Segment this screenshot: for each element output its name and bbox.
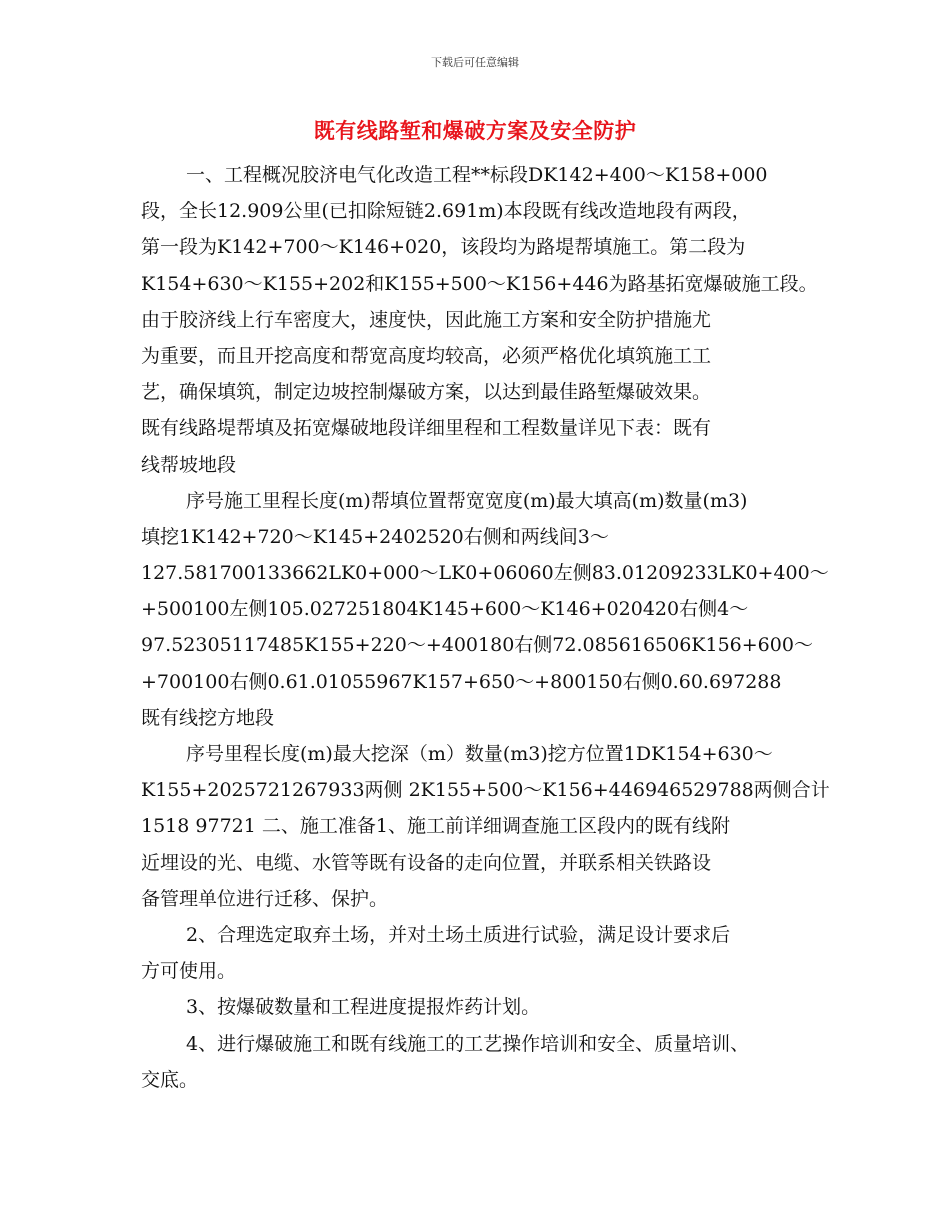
table-data-line: +500100左侧105.027251804K145+600～K146+020420右侧4～ [141,598,749,621]
paragraph-line: 3、按爆破数量和工程进度提报炸药计划。 [186,996,541,1019]
table-data-line: 127.581700133662LK0+000～LK0+06060左侧83.01209233LK0+400～ [141,562,829,585]
paragraph-line: 艺，确保填筑，制定边坡控制爆破方案，以达到最佳路堑爆破效果。 [141,381,712,404]
paragraph-line: 方可使用。 [141,960,237,983]
paragraph-line: 既有线路堤帮填及拓宽爆破地段详细里程和工程数量详见下表：既有 [141,417,712,440]
page-header-note: 下载后可任意编辑 [431,56,519,69]
table-data-line: 填挖1K142+720～K145+2402520右侧和两线间3～ [141,525,609,548]
table-header-line: 序号里程长度(m)最大挖深（m）数量(m3)挖方位置1DK154+630～ [186,743,773,765]
paragraph-line: 一、工程概况胶济电气化改造工程**标段DK142+400～K158+000 [186,164,768,186]
paragraph-line: 为重要，而且开挖高度和帮宽高度均较高，必须严格优化填筑施工工 [141,344,712,367]
table-data-line: K155+2025721267933两侧 2K155+500～K156+446946529788两侧合计 [141,779,830,802]
table-data-line: +700100右侧0.61.01055967K157+650～+800150右侧0.60.697288 [141,670,782,693]
document-title: 既有线路堑和爆破方案及安全防护 [313,119,637,143]
paragraph-line: K154+630～K155+202和K155+500～K156+446为路基拓宽爆破施工段。 [141,272,818,295]
paragraph-line: 近埋设的光、电缆、水管等既有设备的走向位置，并联系相关铁路设 [141,851,712,874]
document-body [141,157,831,1098]
paragraph-line: 交底。 [141,1068,199,1091]
paragraph-line: 段，全长12.909公里(已扣除短链2.691m)本段既有线改造地段有两段， [141,200,751,223]
paragraph-line: 2、合理选定取弃土场，并对土场土质进行试验，满足设计要求后 [186,923,731,946]
paragraph-line: 线帮坡地段 [141,453,237,476]
section-label: 既有线挖方地段 [141,706,275,729]
paragraph-line: 由于胶济线上行车密度大，速度快，因此施工方案和安全防护措施尤 [141,308,712,331]
paragraph-line: 第一段为K142+700～K146+020，该段均为路堤帮填施工。第二段为 [141,236,746,259]
paragraph-line: 1518 97721 二、施工准备1、施工前详细调查施工区段内的既有线附 [141,815,730,838]
table-data-line: 97.52305117485K155+220～+400180右侧72.085616506K156+600～ [141,634,813,657]
table-header-line: 序号施工里程长度(m)帮填位置帮宽宽度(m)最大填高(m)数量(m3) [186,489,748,512]
paragraph-line: 4、进行爆破施工和既有线施工的工艺操作培训和安全、质量培训、 [186,1032,750,1055]
paragraph-line: 备管理单位进行迁移、保护。 [141,887,389,910]
